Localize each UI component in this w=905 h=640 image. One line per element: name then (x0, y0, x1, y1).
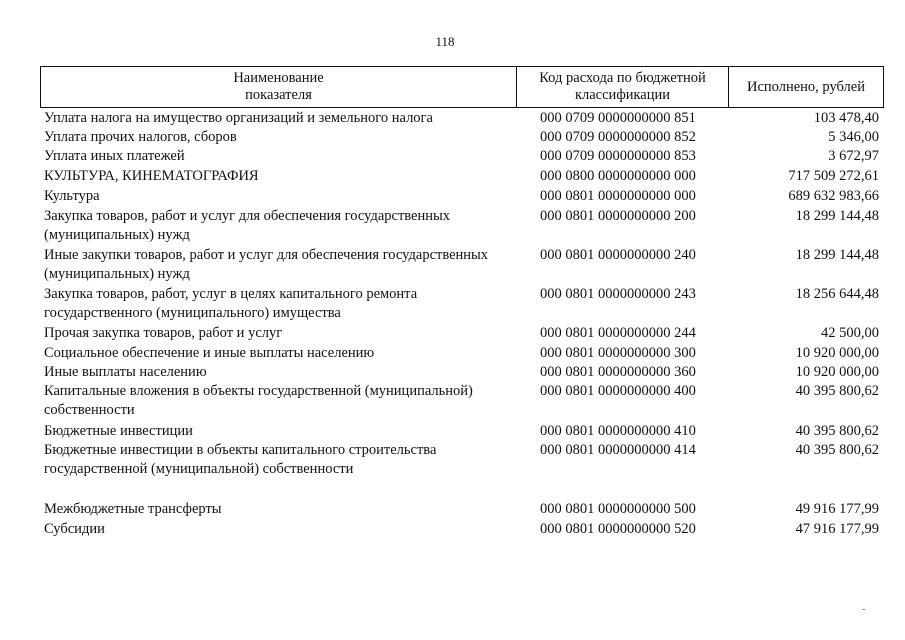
row-code: 000 0800 0000000000 000 (540, 168, 696, 184)
row-name: КУЛЬТУРА, КИНЕМАТОГРАФИЯ (44, 168, 259, 184)
row-name: Социальное обеспечение и иные выплаты населению (44, 345, 375, 361)
row-code: 000 0709 0000000000 851 (540, 110, 696, 126)
row-name: Бюджетные инвестиции в объекты капитального строительства государственной (муниципальной) собственности (44, 442, 437, 477)
row-code: 000 0709 0000000000 853 (540, 148, 696, 164)
row-name: Иные выплаты населению (44, 364, 207, 380)
row-amount: 18 299 144,48 (795, 247, 879, 263)
row-code: 000 0801 0000000000 410 (540, 423, 696, 439)
row-name: Субсидии (44, 521, 105, 537)
row-code: 000 0801 0000000000 200 (540, 208, 696, 224)
row-amount: 40 395 800,62 (795, 442, 879, 458)
row-code: 000 0801 0000000000 243 (540, 286, 696, 302)
header-amount-column (729, 67, 883, 107)
row-amount: 5 346,00 (828, 129, 879, 145)
row-amount: 49 916 177,99 (795, 501, 879, 517)
row-name: Уплата прочих налогов, сборов (44, 129, 237, 145)
row-name: Закупка товаров, работ и услуг для обеспечения государственных (муниципальных) нужд (44, 208, 451, 243)
row-amount: 689 632 983,66 (788, 188, 879, 204)
row-code: 000 0801 0000000000 360 (540, 364, 696, 380)
row-code: 000 0801 0000000000 000 (540, 188, 696, 204)
header-code-column (517, 67, 729, 107)
row-amount: 18 299 144,48 (795, 208, 879, 224)
row-amount: 40 395 800,62 (795, 383, 879, 399)
row-name: Прочая закупка товаров, работ и услуг (44, 325, 283, 341)
row-code: 000 0801 0000000000 244 (540, 325, 696, 341)
header-name-column (41, 67, 517, 107)
row-name: Уплата иных платежей (44, 148, 185, 164)
row-name: Иные закупки товаров, работ и услуг для обеспечения государственных (муниципальных) нужд (44, 247, 489, 282)
row-code: 000 0801 0000000000 500 (540, 501, 696, 517)
row-name: Капитальные вложения в объекты государственной (муниципальной) собственности (44, 383, 473, 418)
header-name-line2: показателя (245, 87, 312, 103)
page-number: 118 (435, 34, 455, 49)
row-amount: 47 916 177,99 (795, 521, 879, 537)
row-amount: 42 500,00 (821, 325, 879, 341)
header-name-line1: Наименование (233, 70, 324, 86)
row-code: 000 0801 0000000000 400 (540, 383, 696, 399)
footer-mark: - (862, 604, 866, 615)
header-code-line2: классификации (574, 87, 671, 103)
row-amount: 18 256 644,48 (795, 286, 879, 302)
row-code: 000 0709 0000000000 852 (540, 129, 696, 145)
row-amount: 10 920 000,00 (795, 345, 879, 361)
header-code-line1: Код расхода по бюджетной (539, 70, 706, 86)
row-amount: 103 478,40 (813, 110, 879, 126)
row-amount: 40 395 800,62 (795, 423, 879, 439)
row-amount: 10 920 000,00 (795, 364, 879, 380)
row-code: 000 0801 0000000000 300 (540, 345, 696, 361)
row-code: 000 0801 0000000000 520 (540, 521, 696, 537)
header-amount: Исполнено, рублей (747, 78, 865, 95)
row-code: 000 0801 0000000000 240 (540, 247, 696, 263)
row-name: Закупка товаров, работ, услуг в целях капитального ремонта государственного (муниципального) имущества (44, 286, 418, 321)
table-header (40, 66, 884, 108)
row-amount: 3 672,97 (828, 148, 879, 164)
row-name: Межбюджетные трансферты (44, 501, 222, 517)
row-code: 000 0801 0000000000 414 (540, 442, 696, 458)
row-name: Культура (44, 188, 100, 204)
row-amount: 717 509 272,61 (788, 168, 879, 184)
row-name: Бюджетные инвестиции (44, 423, 193, 439)
row-name: Уплата налога на имущество организаций и земельного налога (44, 110, 433, 126)
